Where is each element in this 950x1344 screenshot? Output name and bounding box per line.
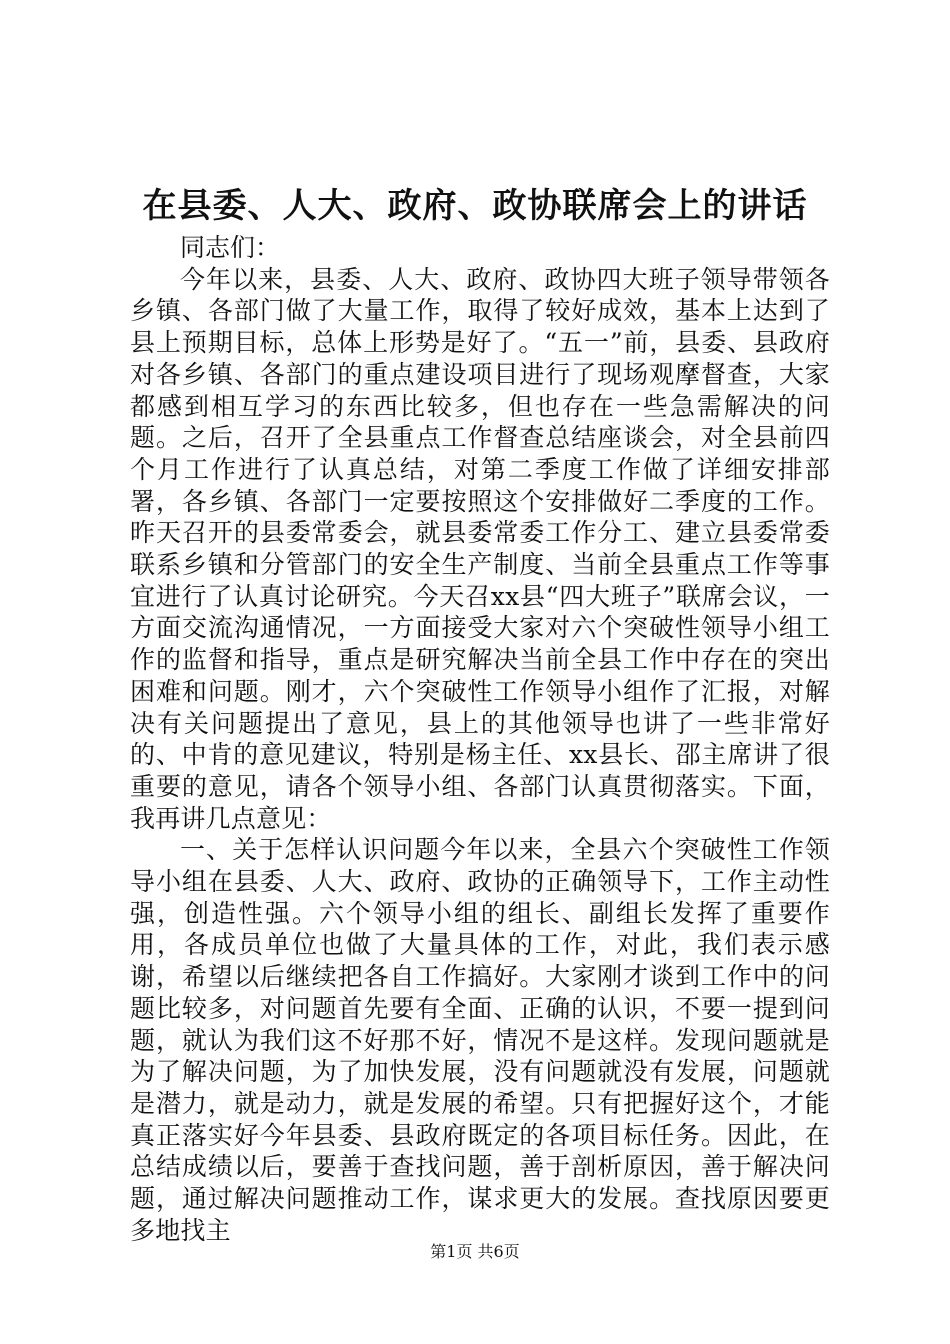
document-body — [130, 232, 830, 1247]
page-number-footer: 第1页 共6页 — [430, 1242, 520, 1261]
paragraph-intro: 今年以来，县委、人大、政府、政协四大班子领导带领各乡镇、各部门做了大量工作，取得了较好成效，基本上达到了县上预期目标，总体上形势是好了。“五一”前，县委、县政府对各乡镇、各部门的重点建设项目进行了现场观摩督查，大家都感到相互学习的东西比较多，但也存在一些急需解决的问题。之后，召开了全县重点工作督查总结座谈会，对全县前四个月工作进行了认真总结，对第二季度工作做了详细安排部署，各乡镇、各部门一定要按照这个安排做好二季度的工作。昨天召开的县委常委会，就县委常委工作分工、建立县委常委联系乡镇和分管部门的安全生产制度、当前全县重点工作等事宜进行了认真讨论研究。今天召xx县“四大班子”联席会议，一方面交流沟通情况，一方面接受大家对六个突破性领导小组工作的监督和指导，重点是研究解决当前全县工作中存在的突出困难和问题。刚才，六个突破性工作领导小组作了汇报，对解决有关问题提出了意见，县上的其他领导也讲了一些非常好的、中肯的意见建议，特别是杨主任、xx县长、邵主席讲了很重要的意见，请各个领导小组、各部门认真贯彻落实。下面，我再讲几点意见： — [130, 264, 830, 833]
document-title: 在县委、人大、政府、政协联席会上的讲话 — [142, 186, 808, 226]
paragraph-section-one: 一、关于怎样认识问题今年以来，全县六个突破性工作领导小组在县委、人大、政府、政协的正确领导下，工作主动性强，创造性强。六个领导小组的组长、副组长发挥了重要作用，各成员单位也做了大量具体的工作，对此，我们表示感谢，希望以后继续把各自工作搞好。大家刚才谈到工作中的问题比较多，对问题首先要有全面、正确的认识，不要一提到问题，就认为我们这不好那不好，情况不是这样。发现问题就是为了解决问题，为了加快发展，没有问题就没有发展，问题就是潜力，就是动力，就是发展的希望。只有把握好这个，才能真正落实好今年县委、县政府既定的各项目标任务。因此，在总结成绩以后，要善于查找问题，善于剖析原因，善于解决问题，通过解决问题推动工作，谋求更大的发展。查找原因要更多地找主 — [130, 835, 830, 1245]
salutation: 同志们： — [180, 233, 281, 262]
